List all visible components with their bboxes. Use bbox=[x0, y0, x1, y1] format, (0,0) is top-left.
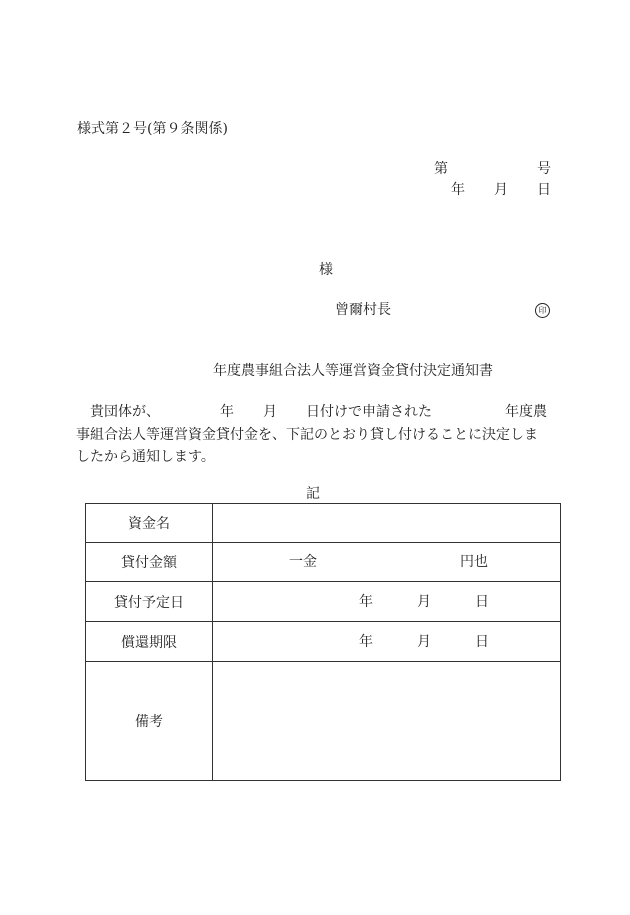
form-number: 様式第２号(第９条関係) bbox=[77, 121, 228, 137]
loan-date-month: 月 bbox=[417, 593, 431, 610]
body-line-1-part-1: 貴団体が、 bbox=[90, 404, 160, 420]
loan-amount-value bbox=[213, 543, 561, 582]
table-row bbox=[86, 622, 561, 662]
body-line-1-year: 年 bbox=[220, 404, 234, 420]
document-number-suffix: 号 bbox=[537, 161, 551, 177]
fund-name-value bbox=[213, 504, 561, 543]
body-line-3: したから通知します。 bbox=[76, 449, 215, 465]
body-line-1-part-2: 日付けで申請された bbox=[306, 404, 432, 420]
table-row bbox=[86, 662, 561, 781]
table-row bbox=[86, 543, 561, 582]
fund-name-label: 資金名 bbox=[86, 504, 213, 543]
loan-amount-suffix: 円也 bbox=[460, 554, 488, 570]
repayment-deadline-value bbox=[213, 622, 561, 662]
table-row bbox=[86, 504, 561, 543]
table-row bbox=[86, 582, 561, 622]
seal-mark: 印 bbox=[535, 303, 550, 318]
body-line-1-month: 月 bbox=[263, 404, 277, 420]
loan-details-table bbox=[85, 503, 561, 781]
addressee-honorific: 様 bbox=[319, 262, 333, 278]
issue-date-year: 年 bbox=[451, 182, 465, 198]
issue-date-day: 日 bbox=[537, 182, 551, 198]
remarks-label: 備考 bbox=[86, 662, 213, 781]
repayment-deadline-year: 年 bbox=[359, 633, 373, 650]
repayment-deadline-day: 日 bbox=[475, 633, 489, 650]
remarks-value bbox=[213, 662, 561, 781]
loan-date-day: 日 bbox=[475, 593, 489, 610]
document-number-prefix: 第 bbox=[434, 161, 448, 177]
repayment-deadline-month: 月 bbox=[417, 633, 431, 650]
body-line-2: 事組合法人等運営資金貸付金を、下記のとおり貸し付けることに決定しま bbox=[76, 427, 538, 443]
record-label: 記 bbox=[306, 486, 320, 502]
loan-date-label: 貸付予定日 bbox=[86, 582, 213, 622]
loan-date-value bbox=[213, 582, 561, 622]
sender-title: 曾爾村長 bbox=[335, 302, 391, 318]
body-line-1-part-3: 年度農 bbox=[505, 404, 547, 420]
loan-amount-prefix: 一金 bbox=[289, 554, 317, 570]
loan-amount-label: 貸付金額 bbox=[86, 543, 213, 582]
loan-date-year: 年 bbox=[359, 593, 373, 610]
repayment-deadline-label: 償還期限 bbox=[86, 622, 213, 662]
document-title: 年度農事組合法人等運営資金貸付決定通知書 bbox=[213, 363, 493, 379]
issue-date-month: 月 bbox=[494, 182, 508, 198]
